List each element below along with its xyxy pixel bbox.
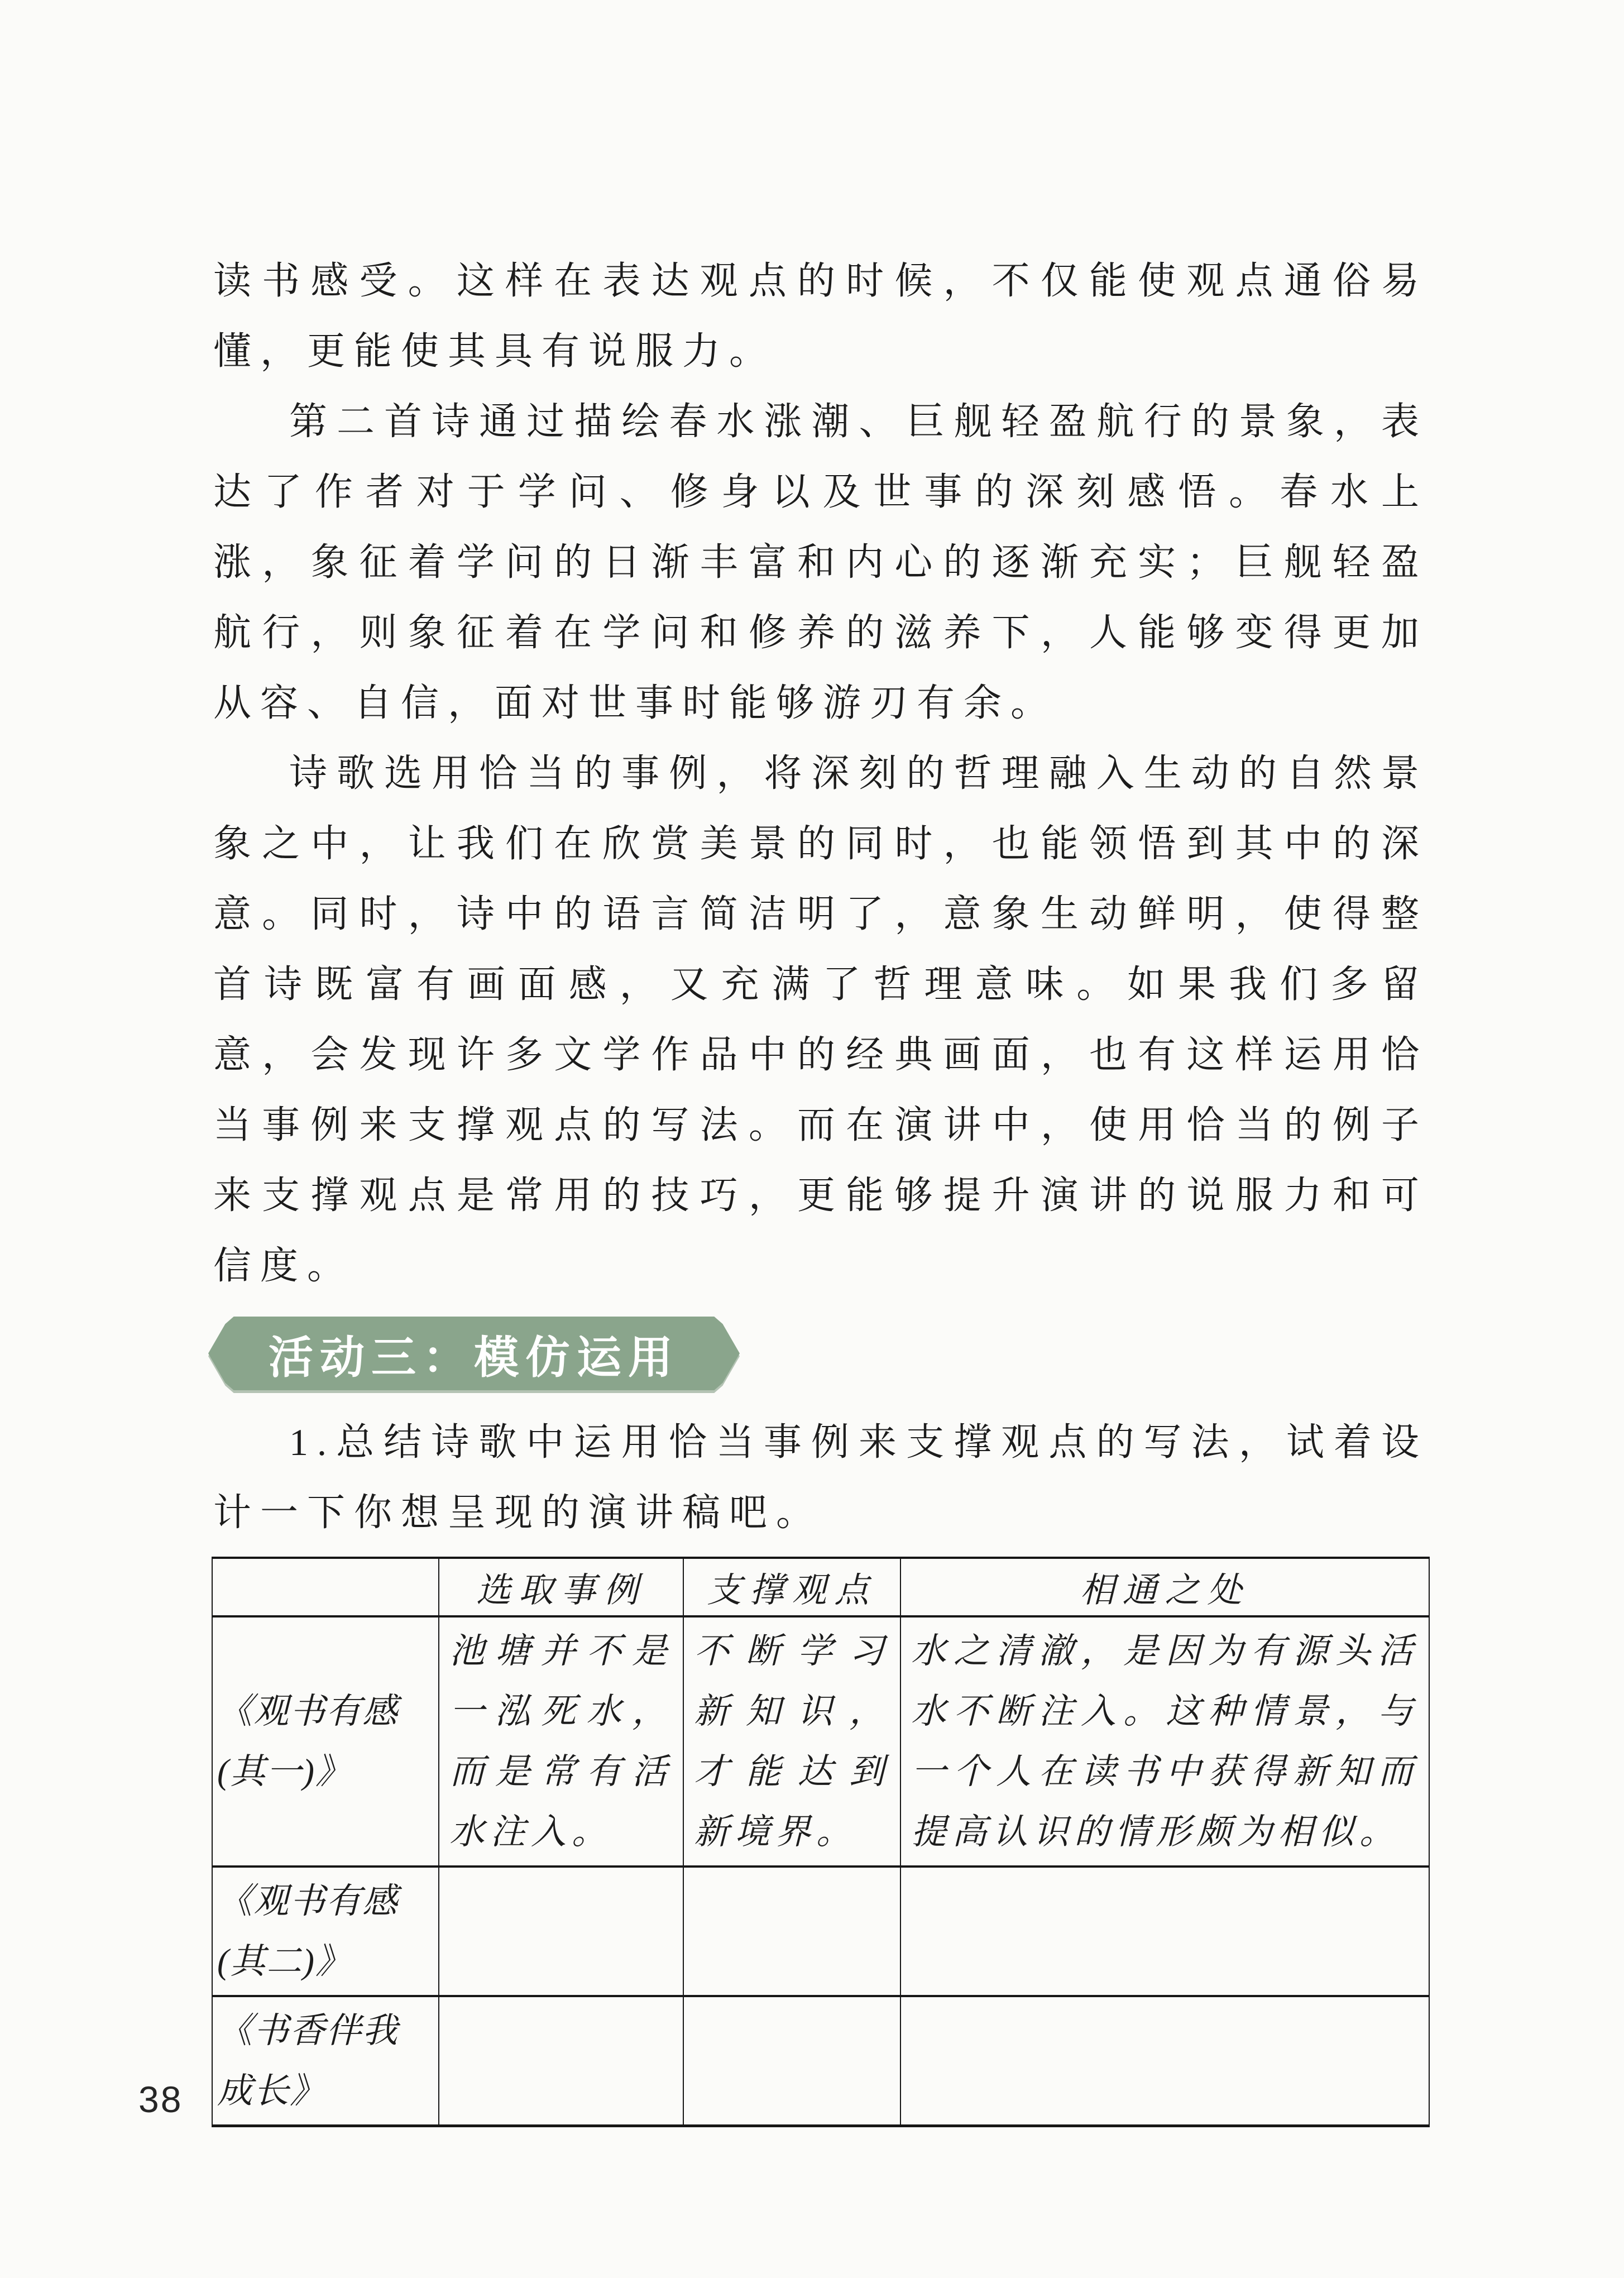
- cell-viewpoint: 不断学习新知识，才能达到新境界。: [683, 1616, 900, 1867]
- page-number: 38: [138, 2079, 183, 2120]
- row-title: 《观书有感(其一)》: [212, 1616, 439, 1867]
- cell-viewpoint-empty: [683, 1867, 900, 1996]
- cell-viewpoint-empty: [683, 1996, 900, 2126]
- body-paragraph-second-poem: 第二首诗通过描绘春水涨潮、巨舰轻盈航行的景象，表达了作者对于学问、修身以及世事的深刻感悟。春水上涨，象征着学问的日渐丰富和内心的逐渐充实；巨舰轻盈航行，则象征着在学问和修养的滋养下，人能够变得更加从容、自信，面对世事时能够游刃有余。: [213, 400, 1428, 724]
- cell-connection: 水之清澈，是因为有源头活水不断注入。这种情景，与一个人在读书中获得新知而提高认识的情形颇为相似。: [900, 1616, 1429, 1867]
- cell-example-empty: [439, 1996, 683, 2126]
- table-header-empty: [212, 1558, 439, 1616]
- table-header-example: 选取事例: [439, 1558, 683, 1616]
- cell-example-empty: [439, 1867, 683, 1996]
- table-row-poem-one: [212, 1616, 1429, 1867]
- page-content: [213, 246, 1428, 2127]
- table-header-viewpoint: 支撑观点: [683, 1558, 900, 1616]
- row-title: 《书香伴我成长》: [212, 1996, 439, 2126]
- activity-banner: [208, 1317, 740, 1390]
- row-title: 《观书有感(其二)》: [212, 1867, 439, 1996]
- activity-banner-title: 活动三：模仿运用: [269, 1332, 679, 1382]
- table-row-book-fragrance: [212, 1996, 1429, 2126]
- table-row-poem-two: [212, 1867, 1429, 1996]
- body-paragraph-continuation: 读书感受。这样在表达观点的时候，不仅能使观点通俗易懂，更能使其具有说服力。: [213, 260, 1428, 372]
- body-paragraph-summary: 诗歌选用恰当的事例，将深刻的哲理融入生动的自然景象之中，让我们在欣赏美景的同时，也能领悟到其中的深意。同时，诗中的语言简洁明了，意象生动鲜明，使得整首诗既富有画面感，又充满了哲理意味。如果我们多留意，会发现许多文学作品中的经典画面，也有这样运用恰当事例来支撑观点的写法。而在演讲中，使用恰当的例子来支撑观点是常用的技巧，更能够提升演讲的说服力和可信度。: [213, 752, 1428, 1287]
- speech-design-table: [212, 1557, 1430, 2127]
- cell-connection-empty: [900, 1867, 1429, 1996]
- cell-connection-empty: [900, 1996, 1429, 2126]
- cell-example: 池塘并不是一泓死水，而是常有活水注入。: [439, 1616, 683, 1867]
- table-header-connection: 相通之处: [900, 1558, 1429, 1616]
- table-header-row: [212, 1558, 1429, 1616]
- instruction-paragraph: 1.总结诗歌中运用恰当事例来支撑观点的写法，试着设计一下你想呈现的演讲稿吧。: [213, 1421, 1428, 1534]
